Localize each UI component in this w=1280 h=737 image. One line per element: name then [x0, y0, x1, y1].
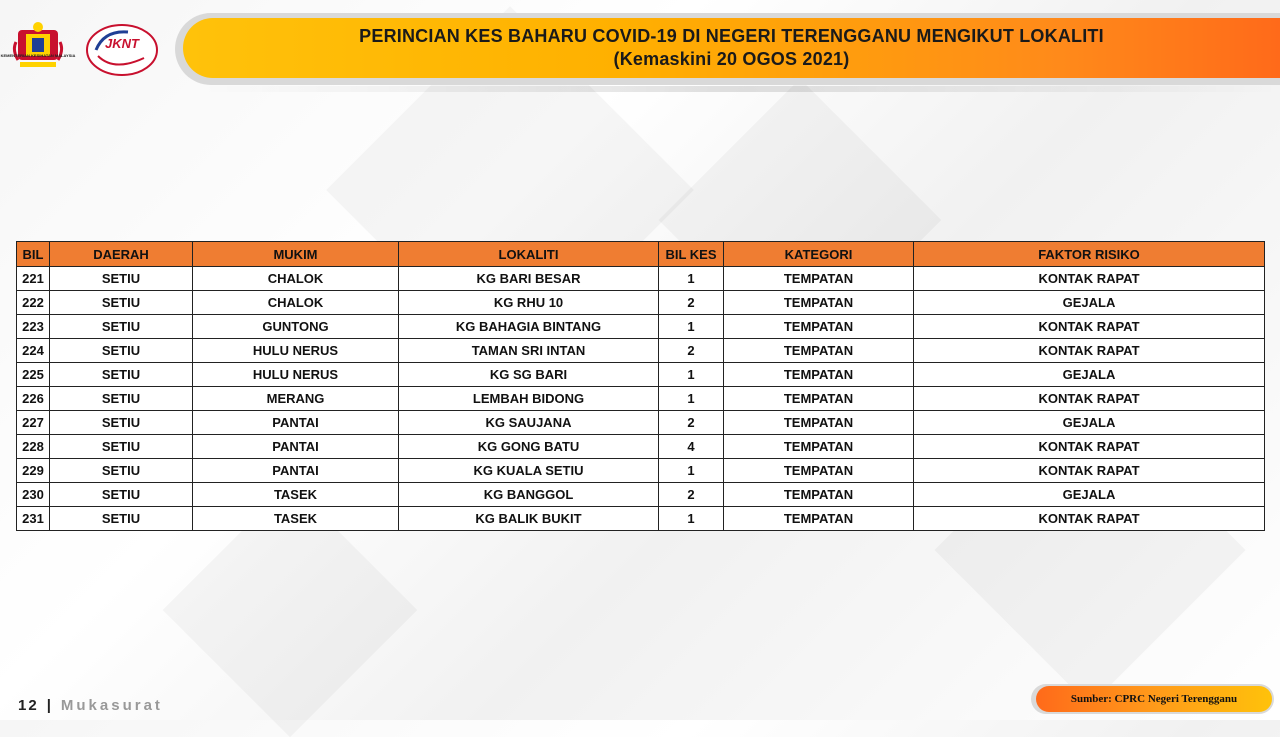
jknt-logo-text: JKNT	[105, 36, 139, 51]
cell-lokaliti: KG BANGGOL	[399, 483, 659, 507]
cell-daerah: SETIU	[50, 411, 193, 435]
cell-mukim: GUNTONG	[193, 315, 399, 339]
cell-mukim: HULU NERUS	[193, 339, 399, 363]
cell-lokaliti: KG BARI BESAR	[399, 267, 659, 291]
cell-daerah: SETIU	[50, 315, 193, 339]
jknt-logo	[84, 22, 160, 78]
cell-bil: 221	[17, 267, 50, 291]
cell-lokaliti: KG KUALA SETIU	[399, 459, 659, 483]
page-title: PERINCIAN KES BAHARU COVID-19 DI NEGERI TERENGGANU MENGIKUT LOKALITI	[359, 26, 1104, 46]
page-label: Mukasurat	[60, 697, 163, 714]
page-footer	[18, 697, 163, 714]
source-badge: Sumber: CPRC Negeri Terengganu	[1036, 686, 1272, 712]
cell-kategori: TEMPATAN	[724, 363, 914, 387]
cell-kategori: TEMPATAN	[724, 507, 914, 531]
cell-mukim: CHALOK	[193, 267, 399, 291]
cell-bil: 229	[17, 459, 50, 483]
cell-kategori: TEMPATAN	[724, 435, 914, 459]
column-header-daerah: DAERAH	[50, 242, 193, 267]
cell-bil-kes: 1	[659, 363, 724, 387]
cell-bil: 231	[17, 507, 50, 531]
table-row	[17, 387, 1265, 411]
table-row	[17, 363, 1265, 387]
column-header-mukim: MUKIM	[193, 242, 399, 267]
column-header-faktor-risiko: FAKTOR RISIKO	[914, 242, 1265, 267]
cell-mukim: PANTAI	[193, 411, 399, 435]
kkm-crest-logo	[12, 20, 64, 82]
cell-faktor-risiko: GEJALA	[914, 411, 1265, 435]
cell-bil-kes: 4	[659, 435, 724, 459]
cell-faktor-risiko: GEJALA	[914, 483, 1265, 507]
table-row	[17, 315, 1265, 339]
cell-mukim: PANTAI	[193, 459, 399, 483]
cell-bil-kes: 1	[659, 315, 724, 339]
cell-kategori: TEMPATAN	[724, 387, 914, 411]
cell-faktor-risiko: KONTAK RAPAT	[914, 339, 1265, 363]
cell-bil: 227	[17, 411, 50, 435]
table-row	[17, 291, 1265, 315]
cell-daerah: SETIU	[50, 339, 193, 363]
cell-daerah: SETIU	[50, 387, 193, 411]
cell-daerah: SETIU	[50, 507, 193, 531]
cell-lokaliti: LEMBAH BIDONG	[399, 387, 659, 411]
cell-lokaliti: TAMAN SRI INTAN	[399, 339, 659, 363]
cell-bil-kes: 1	[659, 507, 724, 531]
table-row	[17, 411, 1265, 435]
cell-daerah: SETIU	[50, 435, 193, 459]
cell-kategori: TEMPATAN	[724, 411, 914, 435]
cell-lokaliti: KG RHU 10	[399, 291, 659, 315]
cell-faktor-risiko: GEJALA	[914, 363, 1265, 387]
cell-faktor-risiko: KONTAK RAPAT	[914, 267, 1265, 291]
column-header-kategori: KATEGORI	[724, 242, 914, 267]
cell-bil: 230	[17, 483, 50, 507]
cell-bil-kes: 1	[659, 387, 724, 411]
cell-daerah: SETIU	[50, 459, 193, 483]
cell-mukim: TASEK	[193, 507, 399, 531]
cell-kategori: TEMPATAN	[724, 267, 914, 291]
kkm-logo-caption: KEMENTERIAN KESIHATAN MALAYSIA	[0, 53, 76, 58]
cell-bil-kes: 2	[659, 411, 724, 435]
cell-lokaliti: KG SAUJANA	[399, 411, 659, 435]
cell-bil-kes: 1	[659, 459, 724, 483]
cell-kategori: TEMPATAN	[724, 459, 914, 483]
cell-bil-kes: 2	[659, 483, 724, 507]
cases-table	[16, 241, 1265, 531]
cell-bil: 223	[17, 315, 50, 339]
footer-separator: |	[46, 697, 53, 714]
cell-lokaliti: KG BALIK BUKIT	[399, 507, 659, 531]
cell-daerah: SETIU	[50, 483, 193, 507]
cell-mukim: TASEK	[193, 483, 399, 507]
column-header-bil: BIL	[17, 242, 50, 267]
cell-daerah: SETIU	[50, 267, 193, 291]
column-header-lokaliti: LOKALITI	[399, 242, 659, 267]
title-shadow	[200, 86, 1280, 92]
cell-bil: 226	[17, 387, 50, 411]
cell-kategori: TEMPATAN	[724, 315, 914, 339]
page-number: 12	[18, 697, 39, 714]
cell-bil-kes: 1	[659, 267, 724, 291]
cell-faktor-risiko: KONTAK RAPAT	[914, 459, 1265, 483]
cell-faktor-risiko: GEJALA	[914, 291, 1265, 315]
cell-mukim: PANTAI	[193, 435, 399, 459]
cell-faktor-risiko: KONTAK RAPAT	[914, 387, 1265, 411]
page-subtitle: (Kemaskini 20 OGOS 2021)	[613, 49, 850, 69]
cell-mukim: MERANG	[193, 387, 399, 411]
cell-lokaliti: KG SG BARI	[399, 363, 659, 387]
cell-lokaliti: KG BAHAGIA BINTANG	[399, 315, 659, 339]
cell-faktor-risiko: KONTAK RAPAT	[914, 435, 1265, 459]
cell-bil: 224	[17, 339, 50, 363]
cell-kategori: TEMPATAN	[724, 339, 914, 363]
cell-bil: 228	[17, 435, 50, 459]
cell-bil-kes: 2	[659, 339, 724, 363]
cell-mukim: HULU NERUS	[193, 363, 399, 387]
cell-daerah: SETIU	[50, 363, 193, 387]
cell-bil-kes: 2	[659, 291, 724, 315]
table-row	[17, 435, 1265, 459]
cell-daerah: SETIU	[50, 291, 193, 315]
cell-faktor-risiko: KONTAK RAPAT	[914, 507, 1265, 531]
table-row	[17, 483, 1265, 507]
table-row	[17, 459, 1265, 483]
table-row	[17, 507, 1265, 531]
cell-lokaliti: KG GONG BATU	[399, 435, 659, 459]
cell-kategori: TEMPATAN	[724, 483, 914, 507]
cell-bil: 222	[17, 291, 50, 315]
cell-faktor-risiko: KONTAK RAPAT	[914, 315, 1265, 339]
cell-bil: 225	[17, 363, 50, 387]
cell-kategori: TEMPATAN	[724, 291, 914, 315]
table-row	[17, 339, 1265, 363]
column-header-bil-kes: BIL KES	[659, 242, 724, 267]
table-row	[17, 267, 1265, 291]
title-bar	[183, 18, 1280, 78]
table-header-row	[17, 242, 1265, 267]
cell-mukim: CHALOK	[193, 291, 399, 315]
